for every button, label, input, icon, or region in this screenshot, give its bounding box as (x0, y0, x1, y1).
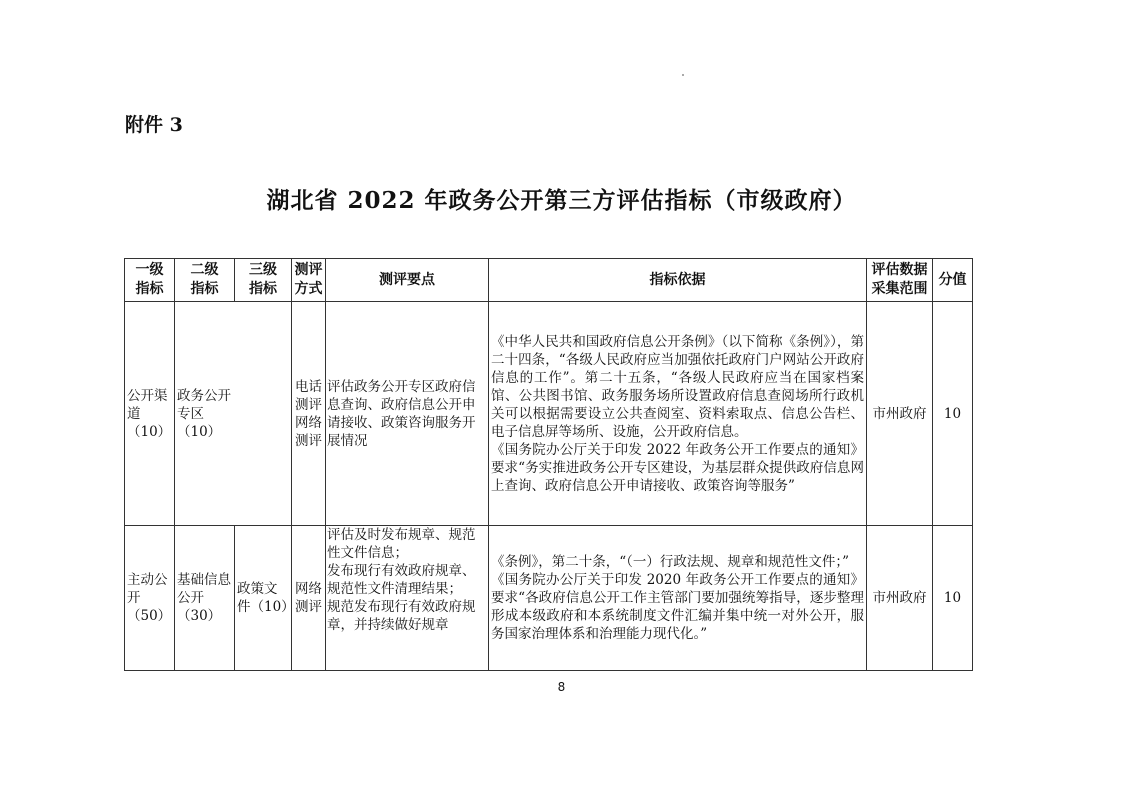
row1-basis (489, 302, 867, 526)
table-row (125, 526, 973, 671)
row2-basis-2: 《国务院办公厅关于印发 2020 年政务公开工作要点的通知》要求“各政府信息公开工作主管部门要加强统筹指导，逐步整理形成本级政府和本系统制度文件汇编并集中统一对外公开，服务国家治理体系和治理能力现代化。” (491, 572, 864, 642)
header-method: 测评方式 (292, 259, 326, 302)
row2-method: 网络测评 (292, 526, 326, 671)
row2-score: 10 (933, 526, 973, 671)
row2-basis-1: 《条例》，第二十条，“（一）行政法规、规章和规范性文件；” (491, 554, 850, 570)
header-level3: 三级指标 (235, 259, 292, 302)
row2-level1: 主动公开（50） (125, 526, 175, 671)
header-points: 测评要点 (326, 259, 489, 302)
row2-level2: 基础信息公开（30） (175, 526, 235, 671)
table-row (125, 302, 973, 526)
attachment-label: 附件 3 (125, 114, 183, 136)
row2-basis (489, 526, 867, 671)
scan-speck (682, 74, 684, 76)
row2-point-2: 发布现行有效政府规章、规范性文件清理结果； (327, 563, 476, 597)
table-header-row (125, 259, 973, 302)
row1-level2: 政务公开专区（10） (175, 302, 292, 526)
indicator-table (124, 258, 973, 671)
row1-basis-2: 《国务院办公厅关于印发 2022 年政务公开工作要点的通知》要求“务实推进政务公开专区建设，为基层群众提供政府信息网上查询、政府信息公开申请接收、政策咨询等服务” (491, 441, 864, 494)
header-scope: 评估数据采集范围 (867, 259, 933, 302)
header-basis: 指标依据 (489, 259, 867, 302)
row1-points (326, 302, 489, 526)
row2-points (326, 526, 489, 671)
row1-level1: 公开渠道（10） (125, 302, 175, 526)
header-level1: 一级指标 (125, 259, 175, 302)
row2-point-1: 评估及时发布规章、规范性文件信息； (327, 527, 476, 561)
row1-basis-1: 《中华人民共和国政府信息公开条例》（以下简称《条例》），第二十四条，“各级人民政府应当加强依托政府门户网站公开政府信息的工作”。第二十五条，“各级人民政府应当在国家档案馆、公共图书馆、政务服务场所设置政府信息查阅场所行政机关可以根据需要设立公共查阅室、资料索取点、信息公告栏、电子信息屏等场所、设施，公开政府信息。 (491, 333, 864, 440)
header-level2: 二级指标 (175, 259, 235, 302)
row2-level3: 政策文件（10） (235, 526, 292, 671)
page-number: 8 (557, 680, 566, 694)
row2-scope: 市州政府 (867, 526, 933, 671)
document-title: 湖北省 2022 年政务公开第三方评估指标（市级政府） (266, 187, 857, 214)
header-score: 分值 (933, 259, 973, 302)
row1-score: 10 (933, 302, 973, 526)
row1-point-1: 评估政务公开专区政府信息查询、政府信息公开申请接收、政策咨询服务开展情况 (327, 378, 476, 449)
row1-scope: 市州政府 (867, 302, 933, 526)
row2-point-3: 规范发布现行有效政府规章，并持续做好规章 (327, 599, 476, 633)
row1-method: 电话测评网络测评 (292, 302, 326, 526)
